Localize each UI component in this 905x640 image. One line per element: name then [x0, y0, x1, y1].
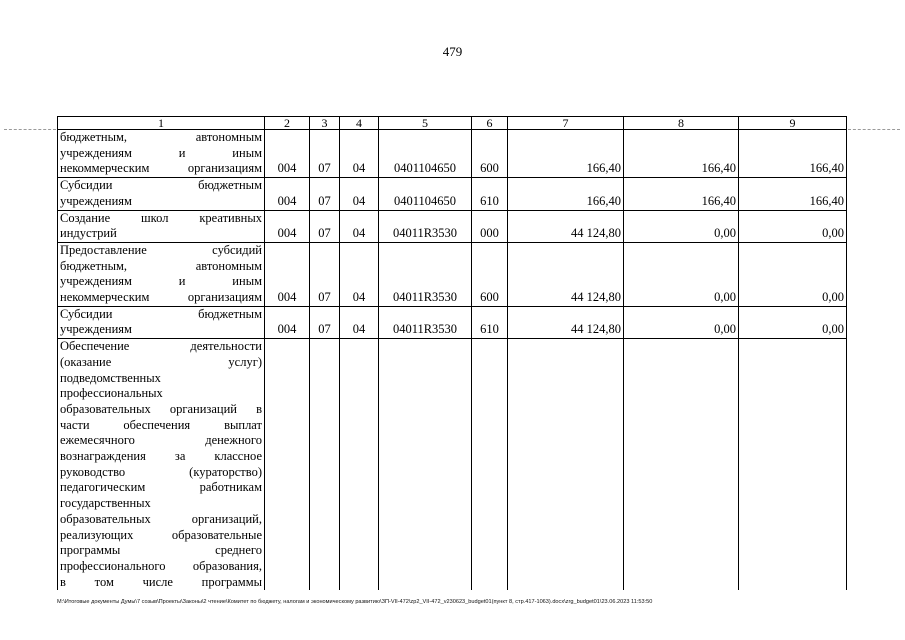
- col-5-cell: 0401104650: [379, 178, 472, 210]
- col-2-cell: 004: [265, 306, 310, 338]
- row-name-line: вознаграждения за классное: [60, 449, 262, 464]
- row-name-line: части обеспечения выплат: [60, 417, 262, 432]
- row-name-line: профессиональных: [60, 386, 163, 401]
- header-cell: 5: [379, 117, 472, 130]
- col-7-cell: 166,40: [508, 178, 624, 210]
- table-row: [58, 339, 847, 591]
- col-6-cell: 600: [472, 130, 508, 178]
- col-5-cell: 04011R3530: [379, 306, 472, 338]
- row-name-line: (оказание услуг): [60, 354, 262, 369]
- col-4-cell: [340, 339, 379, 591]
- row-name-line: некоммерческим организациям: [60, 290, 262, 305]
- scan-dash-left: [4, 129, 56, 130]
- row-name-line: некоммерческим организациям: [60, 161, 262, 176]
- col-4-cell: 04: [340, 130, 379, 178]
- col-7-cell: 44 124,80: [508, 242, 624, 306]
- row-name-cell: [58, 178, 265, 210]
- col-5-cell: 04011R3530: [379, 242, 472, 306]
- row-name-cell: [58, 242, 265, 306]
- col-9-cell: 0,00: [739, 306, 847, 338]
- row-name-line: бюджетным, автономным: [60, 130, 262, 144]
- row-name-cell: [58, 339, 265, 591]
- scan-dash-right: [848, 129, 900, 130]
- file-path-footer: M:\Итоговые документы Думы\7 созыв\Проекты\Законы\2 чтение\Комитет по бюджету, налогам и экономическому развитию\ЗП-VII-472\zp2_VII-472_v230623_budget01(пункт 8, стр.417-1063).docx\zrg_budget01\23.06.2023 11:53:50: [57, 599, 653, 605]
- row-name-line: Предоставление субсидий: [60, 242, 262, 257]
- row-name-line: Субсидии бюджетным: [60, 178, 262, 193]
- col-5-cell: [379, 339, 472, 591]
- header-cell: 4: [340, 117, 379, 130]
- row-name-line: Обеспечение деятельности: [60, 339, 262, 354]
- header-cell: 2: [265, 117, 310, 130]
- col-6-cell: 610: [472, 178, 508, 210]
- row-name-line: образовательных организаций,: [60, 511, 262, 526]
- col-9-cell: 0,00: [739, 210, 847, 242]
- col-6-cell: 000: [472, 210, 508, 242]
- row-name-cell: [58, 210, 265, 242]
- col-2-cell: 004: [265, 210, 310, 242]
- col-6-cell: 610: [472, 306, 508, 338]
- col-8-cell: [624, 339, 739, 591]
- row-name-line: ежемесячного денежного: [60, 433, 262, 448]
- col-2-cell: 004: [265, 130, 310, 178]
- table-row: [58, 178, 847, 210]
- col-2-cell: [265, 339, 310, 591]
- table-body: [58, 117, 847, 591]
- col-8-cell: 166,40: [624, 130, 739, 178]
- col-3-cell: 07: [310, 210, 340, 242]
- header-row: [58, 117, 847, 130]
- header-cell: 6: [472, 117, 508, 130]
- header-cell: 8: [624, 117, 739, 130]
- col-5-cell: 04011R3530: [379, 210, 472, 242]
- col-9-cell: 166,40: [739, 178, 847, 210]
- row-name-line: учреждениям: [60, 322, 132, 337]
- col-3-cell: [310, 339, 340, 591]
- row-name-cell: [58, 306, 265, 338]
- header-cell: 9: [739, 117, 847, 130]
- table-row: [58, 242, 847, 306]
- budget-table: [57, 116, 847, 590]
- col-8-cell: 166,40: [624, 178, 739, 210]
- col-8-cell: 0,00: [624, 210, 739, 242]
- col-6-cell: [472, 339, 508, 591]
- row-name-line: профессионального образования,: [60, 558, 262, 573]
- col-2-cell: 004: [265, 178, 310, 210]
- col-9-cell: 0,00: [739, 242, 847, 306]
- row-name-line: Субсидии бюджетным: [60, 306, 262, 321]
- col-8-cell: 0,00: [624, 306, 739, 338]
- row-name-line: подведомственных: [60, 370, 161, 385]
- row-name-line: Создание школ креативных: [60, 210, 262, 225]
- row-name-line: реализующих образовательные: [60, 527, 262, 542]
- col-7-cell: 44 124,80: [508, 306, 624, 338]
- row-name-line: в том числе программы: [60, 574, 262, 589]
- col-9-cell: 166,40: [739, 130, 847, 178]
- col-3-cell: 07: [310, 130, 340, 178]
- table-row: [58, 306, 847, 338]
- col-9-cell: [739, 339, 847, 591]
- row-name-line: руководство (кураторство): [60, 464, 262, 479]
- header-cell: 1: [58, 117, 265, 130]
- col-5-cell: 0401104650: [379, 130, 472, 178]
- row-name-line: педагогическим работникам: [60, 480, 262, 495]
- row-name-line: учреждениям и иным: [60, 274, 262, 289]
- col-3-cell: 07: [310, 178, 340, 210]
- row-name-line: учреждениям: [60, 193, 132, 208]
- col-4-cell: 04: [340, 306, 379, 338]
- page-number: 479: [442, 44, 463, 59]
- col-4-cell: 04: [340, 210, 379, 242]
- col-7-cell: [508, 339, 624, 591]
- col-2-cell: 004: [265, 242, 310, 306]
- col-8-cell: 0,00: [624, 242, 739, 306]
- header-cell: 3: [310, 117, 340, 130]
- col-3-cell: 07: [310, 242, 340, 306]
- row-name-line: бюджетным, автономным: [60, 258, 262, 273]
- col-6-cell: 600: [472, 242, 508, 306]
- table-row: [58, 210, 847, 242]
- col-7-cell: 166,40: [508, 130, 624, 178]
- col-4-cell: 04: [340, 178, 379, 210]
- row-name-line: образовательных организаций в: [60, 401, 262, 416]
- col-3-cell: 07: [310, 306, 340, 338]
- table-row: [58, 130, 847, 178]
- row-name-cell: [58, 130, 265, 178]
- row-name-line: учреждениям и иным: [60, 145, 262, 160]
- col-7-cell: 44 124,80: [508, 210, 624, 242]
- row-name-line: государственных: [60, 496, 151, 511]
- col-4-cell: 04: [340, 242, 379, 306]
- row-name-line: индустрий: [60, 226, 117, 241]
- header-cell: 7: [508, 117, 624, 130]
- row-name-line: программы среднего: [60, 543, 262, 558]
